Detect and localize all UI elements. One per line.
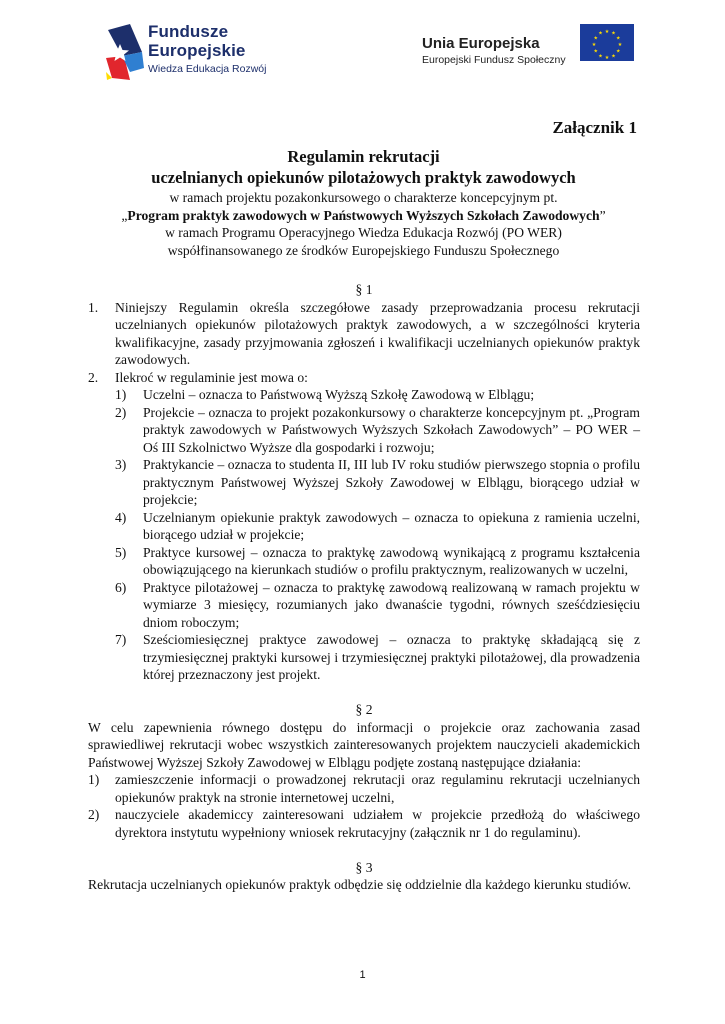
eu-flag-icon	[580, 24, 634, 61]
svg-text:★: ★	[604, 55, 610, 61]
section-3-heading: § 3	[355, 859, 373, 875]
section-2-heading: § 2	[355, 702, 373, 717]
list-item-number: 1)	[88, 772, 100, 787]
section-2-list	[88, 771, 640, 841]
svg-text:★: ★	[611, 30, 616, 37]
svg-text:★: ★	[591, 42, 597, 48]
definition-number: 1)	[115, 387, 127, 402]
definition-number: 5)	[115, 544, 127, 560]
definition-item	[115, 579, 640, 632]
definitions-list	[115, 386, 640, 684]
definition-number: 6)	[115, 579, 127, 595]
definition-item	[115, 404, 640, 457]
list-item-text: zamieszczenie informacji o prowadzonej rekrutacji oraz regulaminu rekrutacji uczelnianych opiekunów praktyk na stronie internetowej uczelni,	[115, 772, 640, 805]
page-number: 1	[359, 969, 366, 981]
document-body	[88, 281, 640, 894]
list-item-number: 1.	[88, 299, 99, 315]
list-item	[88, 299, 640, 369]
fe-logo-line3: Wiedza Edukacja Rozwój	[148, 63, 267, 75]
eu-logo-line1: Unia Europejska	[422, 35, 540, 52]
definition-item	[115, 631, 640, 684]
list-item-text: Ilekroć w regulaminie jest mowa o:	[115, 369, 308, 385]
definition-number: 2)	[115, 404, 127, 420]
definition-item	[115, 509, 640, 544]
definition-text: Projekcie – oznacza to projekt pozakonkursowy o charakterze koncepcyjnym pt. „Program praktyk zawodowych w Państwowych Wyższych Szkołach Zawodowych” – PO WER – Oś III Szkolnictwo Wyższe dla gospodarki i rozwoju;	[143, 404, 640, 455]
fe-logo-block	[104, 22, 274, 88]
fe-logo-line1: Fundusze	[148, 22, 229, 41]
svg-text:★: ★	[593, 35, 599, 42]
section-3-text: Rekrutacja uczelnianych opiekunów praktyk odbędzie się oddzielnie dla każdego kierunku studiów.	[88, 877, 632, 892]
subtitle-line4: współfinansowanego ze środków Europejskiego Funduszu Społecznego	[167, 242, 560, 258]
list-item-text: Niniejszy Regulamin określa szczegółowe zasady przeprowadzania procesu rekrutacji uczelnianych opiekunów pilotażowych praktyk zawodowych, a w szczególności kryteria kwalifikacyjne, zasady przyjmowania zgłoszeń i kwalifikacji uczelnianych opiekunów praktyk zawodowych.	[115, 299, 640, 367]
subtitle-program-name: Program praktyk zawodowych w Państwowych Wyższych Szkołach Zawodowych	[127, 207, 600, 223]
definition-item	[115, 456, 640, 509]
section-1-list	[88, 299, 640, 684]
svg-text:★: ★	[611, 53, 616, 60]
svg-text:★: ★	[615, 35, 621, 42]
svg-text:★: ★	[615, 48, 621, 55]
eu-logo-line2: Europejski Fundusz Społeczny	[422, 54, 566, 66]
svg-text:★: ★	[598, 53, 603, 60]
title-line1: Regulamin rekrutacji	[287, 147, 440, 166]
definition-item	[115, 544, 640, 579]
attachment-label: Załącznik 1	[552, 118, 637, 137]
svg-text:★: ★	[617, 42, 623, 48]
subtitle-quote-close: ”	[599, 207, 606, 223]
definition-number: 3)	[115, 457, 127, 472]
fe-logo-line2: Europejskie	[148, 41, 246, 60]
svg-text:★: ★	[598, 30, 603, 37]
definition-text: Uczelnianym opiekunie praktyk zawodowych – oznacza to opiekuna z ramienia uczelni, biorącego udział w projekcie;	[143, 509, 640, 542]
definition-text: Praktyce kursowej – oznacza to praktykę zawodową wynikającą z programu kształcenia obowiązującego na kierunkach studiów o profilu praktycznym, realizowanych w uczelni,	[143, 544, 640, 577]
subtitle-line2	[88, 207, 639, 225]
document-subtitle	[88, 189, 639, 259]
svg-text:★: ★	[604, 29, 610, 35]
definition-text: Sześciomiesięcznej praktyce zawodowej – oznacza to praktykę składającą się z trzymiesięcznej praktyki kursowej i trzymiesięcznej praktyki pilotażowej, dla prowadzenia której przeznaczony jest projekt.	[143, 632, 640, 682]
definition-number: 4)	[115, 509, 127, 525]
list-item-number: 2)	[88, 807, 100, 822]
document-title	[88, 146, 639, 188]
definition-text: Uczelni – oznacza to Państwową Wyższą Szkołę Zawodową w Elblągu;	[143, 387, 535, 402]
list-item	[88, 806, 640, 841]
subtitle-quote-open: „	[121, 207, 128, 223]
list-item-number: 2.	[88, 369, 99, 385]
definition-text: Praktyce pilotażowej – oznacza to praktykę zawodową realizowaną w ramach projektu w wymiarze 3 miesięcy, rozumianych jako dwanaście tygodni, równych sześćdziesięciu dniom roboczym;	[143, 579, 640, 630]
spacer	[88, 841, 640, 859]
section-1-heading: § 1	[355, 282, 373, 297]
definition-text: Praktykancie – oznacza to studenta II, III lub IV roku studiów pierwszego stopnia o profilu praktycznym Państwowej Wyższej Szkoły Zawodowej w Elblągu, biorącego udział w projekcie;	[143, 457, 640, 507]
svg-text:★: ★	[593, 48, 599, 55]
title-line2: uczelnianych opiekunów pilotażowych praktyk zawodowych	[151, 168, 576, 187]
subtitle-line1: w ramach projektu pozakonkursowego o charakterze koncepcyjnym pt.	[169, 190, 558, 205]
fe-logo-text	[148, 22, 266, 76]
list-item	[88, 369, 640, 684]
eu-logo-text	[422, 35, 566, 67]
fundusze-europejskie-emblem-icon	[104, 22, 146, 82]
list-item-text: nauczyciele akademiccy zainteresowani udziałem w projekcie przedłożą do właściwego dyrektora instytutu wypełniony wniosek rekrutacyjny (załącznik nr 1 do regulaminu).	[115, 807, 640, 840]
section-2-intro: W celu zapewnienia równego dostępu do informacji o projekcie oraz zachowania zasad sprawiedliwej rekrutacji wobec wszystkich zainteresowanych projektem nauczycieli akademickich Państwowej Wyższej Szkoły Zawodowej w Elblągu podjęte zostaną następujące działania:	[88, 719, 640, 770]
definition-number: 7)	[115, 632, 127, 647]
definition-item	[115, 386, 640, 404]
list-item	[88, 771, 640, 806]
subtitle-line3: w ramach Programu Operacyjnego Wiedza Edukacja Rozwój (PO WER)	[165, 225, 562, 240]
spacer	[88, 684, 640, 702]
